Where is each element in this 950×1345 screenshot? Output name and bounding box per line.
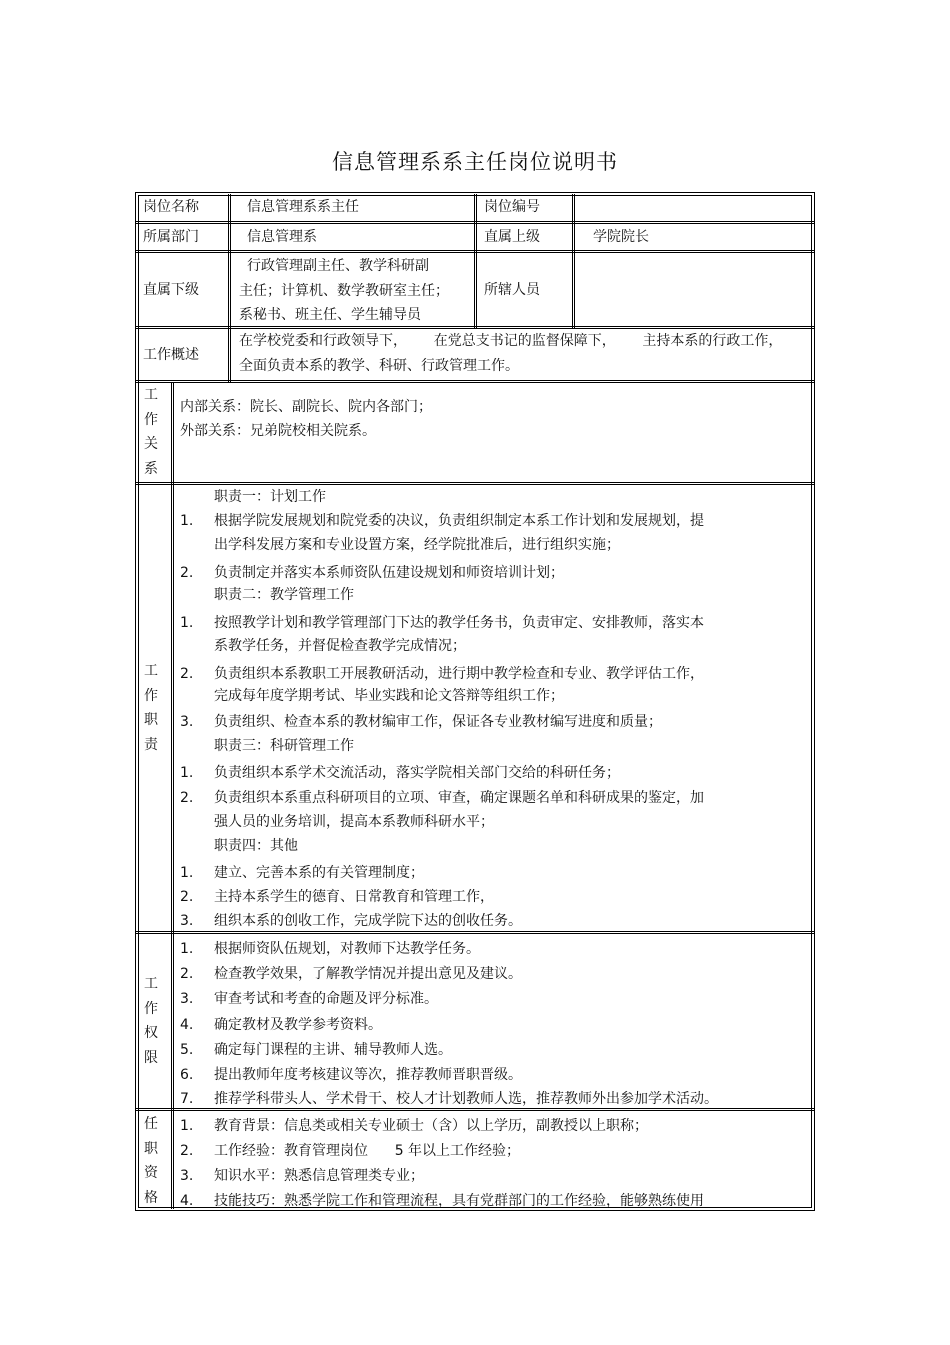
row-divider [135,221,815,222]
post-code-label: 岗位编号 [484,199,540,215]
authority-item: 推荐学科带头人、学术骨干、校人才计划教师人选，推荐教师外出参加学术活动。 [214,1091,718,1107]
duty-item: 组织本系的创收工作，完成学院下达的创收任务。 [214,913,522,929]
authority-number: 7. [180,1091,194,1107]
duties-label-char: 作 [144,687,158,704]
duty-number: 2. [180,565,194,581]
column-divider [228,194,229,382]
qualification-number: 1. [180,1118,194,1134]
qualifications-label-char: 格 [144,1189,158,1206]
duty-line: 强人员的业务培训，提高本系教师科研水平； [214,814,494,830]
authority-item: 确定每门课程的主讲、辅导教师人选。 [214,1042,452,1058]
qualification-item: 工作经验：教育管理岗位 5 年以上工作经验； [214,1143,521,1159]
duty-number: 1. [180,765,194,781]
duty-line: 完成每年度学期考试、毕业实践和论文答辩等组织工作； [214,688,564,704]
row-divider [135,933,815,934]
qualifications-label-char: 资 [144,1165,158,1181]
overview-label: 工作概述 [143,347,199,363]
duties-label-char: 工 [144,663,158,679]
subordinates-line-3: 系秘书、班主任、学生辅导员 [239,307,421,323]
duty-line: 职责三：科研管理工作 [214,738,354,754]
row-divider [135,328,815,329]
duty-line: 职责一：计划工作 [214,489,326,505]
duty-number: 1. [180,615,194,631]
duty-number: 3. [180,913,194,929]
qualification-number: 3. [180,1168,194,1184]
managed-label: 所辖人员 [484,282,540,298]
column-divider [171,382,172,1209]
post-name-label: 岗位名称 [143,199,199,215]
page-title: 信息管理系系主任岗位说明书 [332,150,618,174]
subordinates-line-2: 主任；计算机、数学教研室主任； [239,283,449,299]
authority-item: 确定教材及教学参考资料。 [214,1017,382,1033]
duty-item: 负责组织本系教职工开展教研活动，进行期中教学检查和专业、教学评估工作， [214,666,704,682]
duty-line: 职责四：其他 [214,838,298,854]
authority-number: 6. [180,1067,194,1083]
row-divider [135,326,815,327]
relations-label-char: 作 [144,411,158,428]
row-divider [135,250,815,251]
qualifications-label-char: 任 [144,1116,158,1132]
superior-value: 学院院长 [593,229,649,245]
duty-number: 1. [180,865,194,881]
authority-label-char: 作 [144,1000,158,1017]
qualification-number: 2. [180,1143,194,1159]
duty-item: 主持本系学生的德育、日常教育和管理工作， [214,889,494,905]
duty-number: 2. [180,790,194,806]
duty-item: 负责组织本系重点科研项目的立项、审查，确定课题名单和科研成果的鉴定，加 [214,790,704,806]
relations-label-char: 工 [144,387,158,403]
duty-number: 1. [180,513,194,529]
department-value: 信息管理系 [247,229,317,245]
row-divider [135,223,815,224]
subordinates-line-1: 行政管理副主任、教学科研副 [247,258,429,274]
duty-line: 系教学任务，并督促检查教学完成情况； [214,638,466,654]
duty-item: 根据学院发展规划和院党委的决议，负责组织制定本系工作计划和发展规划，提 [214,513,704,529]
column-divider [230,194,231,382]
qualifications-label [141,1112,161,1210]
column-divider [476,194,477,328]
row-divider [135,252,815,253]
column-divider [572,194,573,328]
overview-line-2: 全面负责本系的教学、科研、行政管理工作。 [239,358,519,374]
authority-label-char: 限 [144,1049,158,1066]
authority-label [141,972,161,1070]
post-name-value: 信息管理系系主任 [247,199,359,215]
overview-line-1: 在学校党委和行政领导下， 在党总支书记的监督保障下， 主持本系的行政工作， [239,333,783,349]
duties-label [141,659,161,757]
authority-item: 审查考试和考查的命题及评分标准。 [214,991,438,1007]
relations-label-char: 关 [144,436,158,452]
row-divider [135,380,815,381]
internal-relations: 内部关系：院长、副院长、院内各部门； [180,399,432,415]
authority-label-char: 工 [144,976,158,992]
authority-number: 5. [180,1042,194,1058]
qualification-number: 4. [180,1193,194,1209]
row-divider [135,482,815,483]
external-relations: 外部关系：兄弟院校相关院系。 [180,423,376,439]
duty-line: 出学科发展方案和专业设置方案，经学院批准后，进行组织实施； [214,537,620,553]
duty-number: 2. [180,889,194,905]
duty-item: 负责制定并落实本系师资队伍建设规划和师资培训计划； [214,565,564,581]
duty-item: 建立、完善本系的有关管理制度； [214,865,424,881]
authority-number: 2. [180,966,194,982]
relations-label-char: 系 [144,460,158,477]
row-divider [135,382,815,383]
duty-item: 按照教学计划和教学管理部门下达的教学任务书，负责审定、安排教师，落实本 [214,615,704,631]
duty-number: 2. [180,666,194,682]
qualification-item: 教育背景：信息类或相关专业硕士（含）以上学历，副教授以上职称； [214,1118,648,1134]
duties-label-char: 责 [144,736,158,753]
subordinates-label: 直属下级 [143,282,199,298]
duty-number: 3. [180,714,194,730]
authority-number: 1. [180,941,194,957]
authority-item: 检查教学效果，了解教学情况并提出意见及建议。 [214,966,522,982]
qualification-item: 知识水平：熟悉信息管理类专业； [214,1168,424,1184]
duty-item: 负责组织本系学术交流活动，落实学院相关部门交给的科研任务； [214,765,620,781]
column-divider [574,194,575,328]
qualifications-label-char: 职 [144,1140,158,1157]
duties-label-char: 职 [144,712,158,728]
duty-line: 职责二：教学管理工作 [214,587,354,603]
authority-item: 提出教师年度考核建议等次，推荐教师晋职晋级。 [214,1067,522,1083]
superior-label: 直属上级 [484,229,540,245]
duty-item: 负责组织、检查本系的教材编审工作，保证各专业教材编写进度和质量； [214,714,662,730]
column-divider [173,382,174,1209]
authority-number: 4. [180,1017,194,1033]
authority-label-char: 权 [144,1025,158,1041]
relations-label [141,383,161,481]
column-divider [474,194,475,328]
authority-item: 根据师资队伍规划，对教师下达教学任务。 [214,941,480,957]
department-label: 所属部门 [143,229,199,245]
authority-number: 3. [180,991,194,1007]
qualification-item: 技能技巧：熟悉学院工作和管理流程，具有党群部门的工作经验，能够熟练使用 [214,1193,704,1209]
